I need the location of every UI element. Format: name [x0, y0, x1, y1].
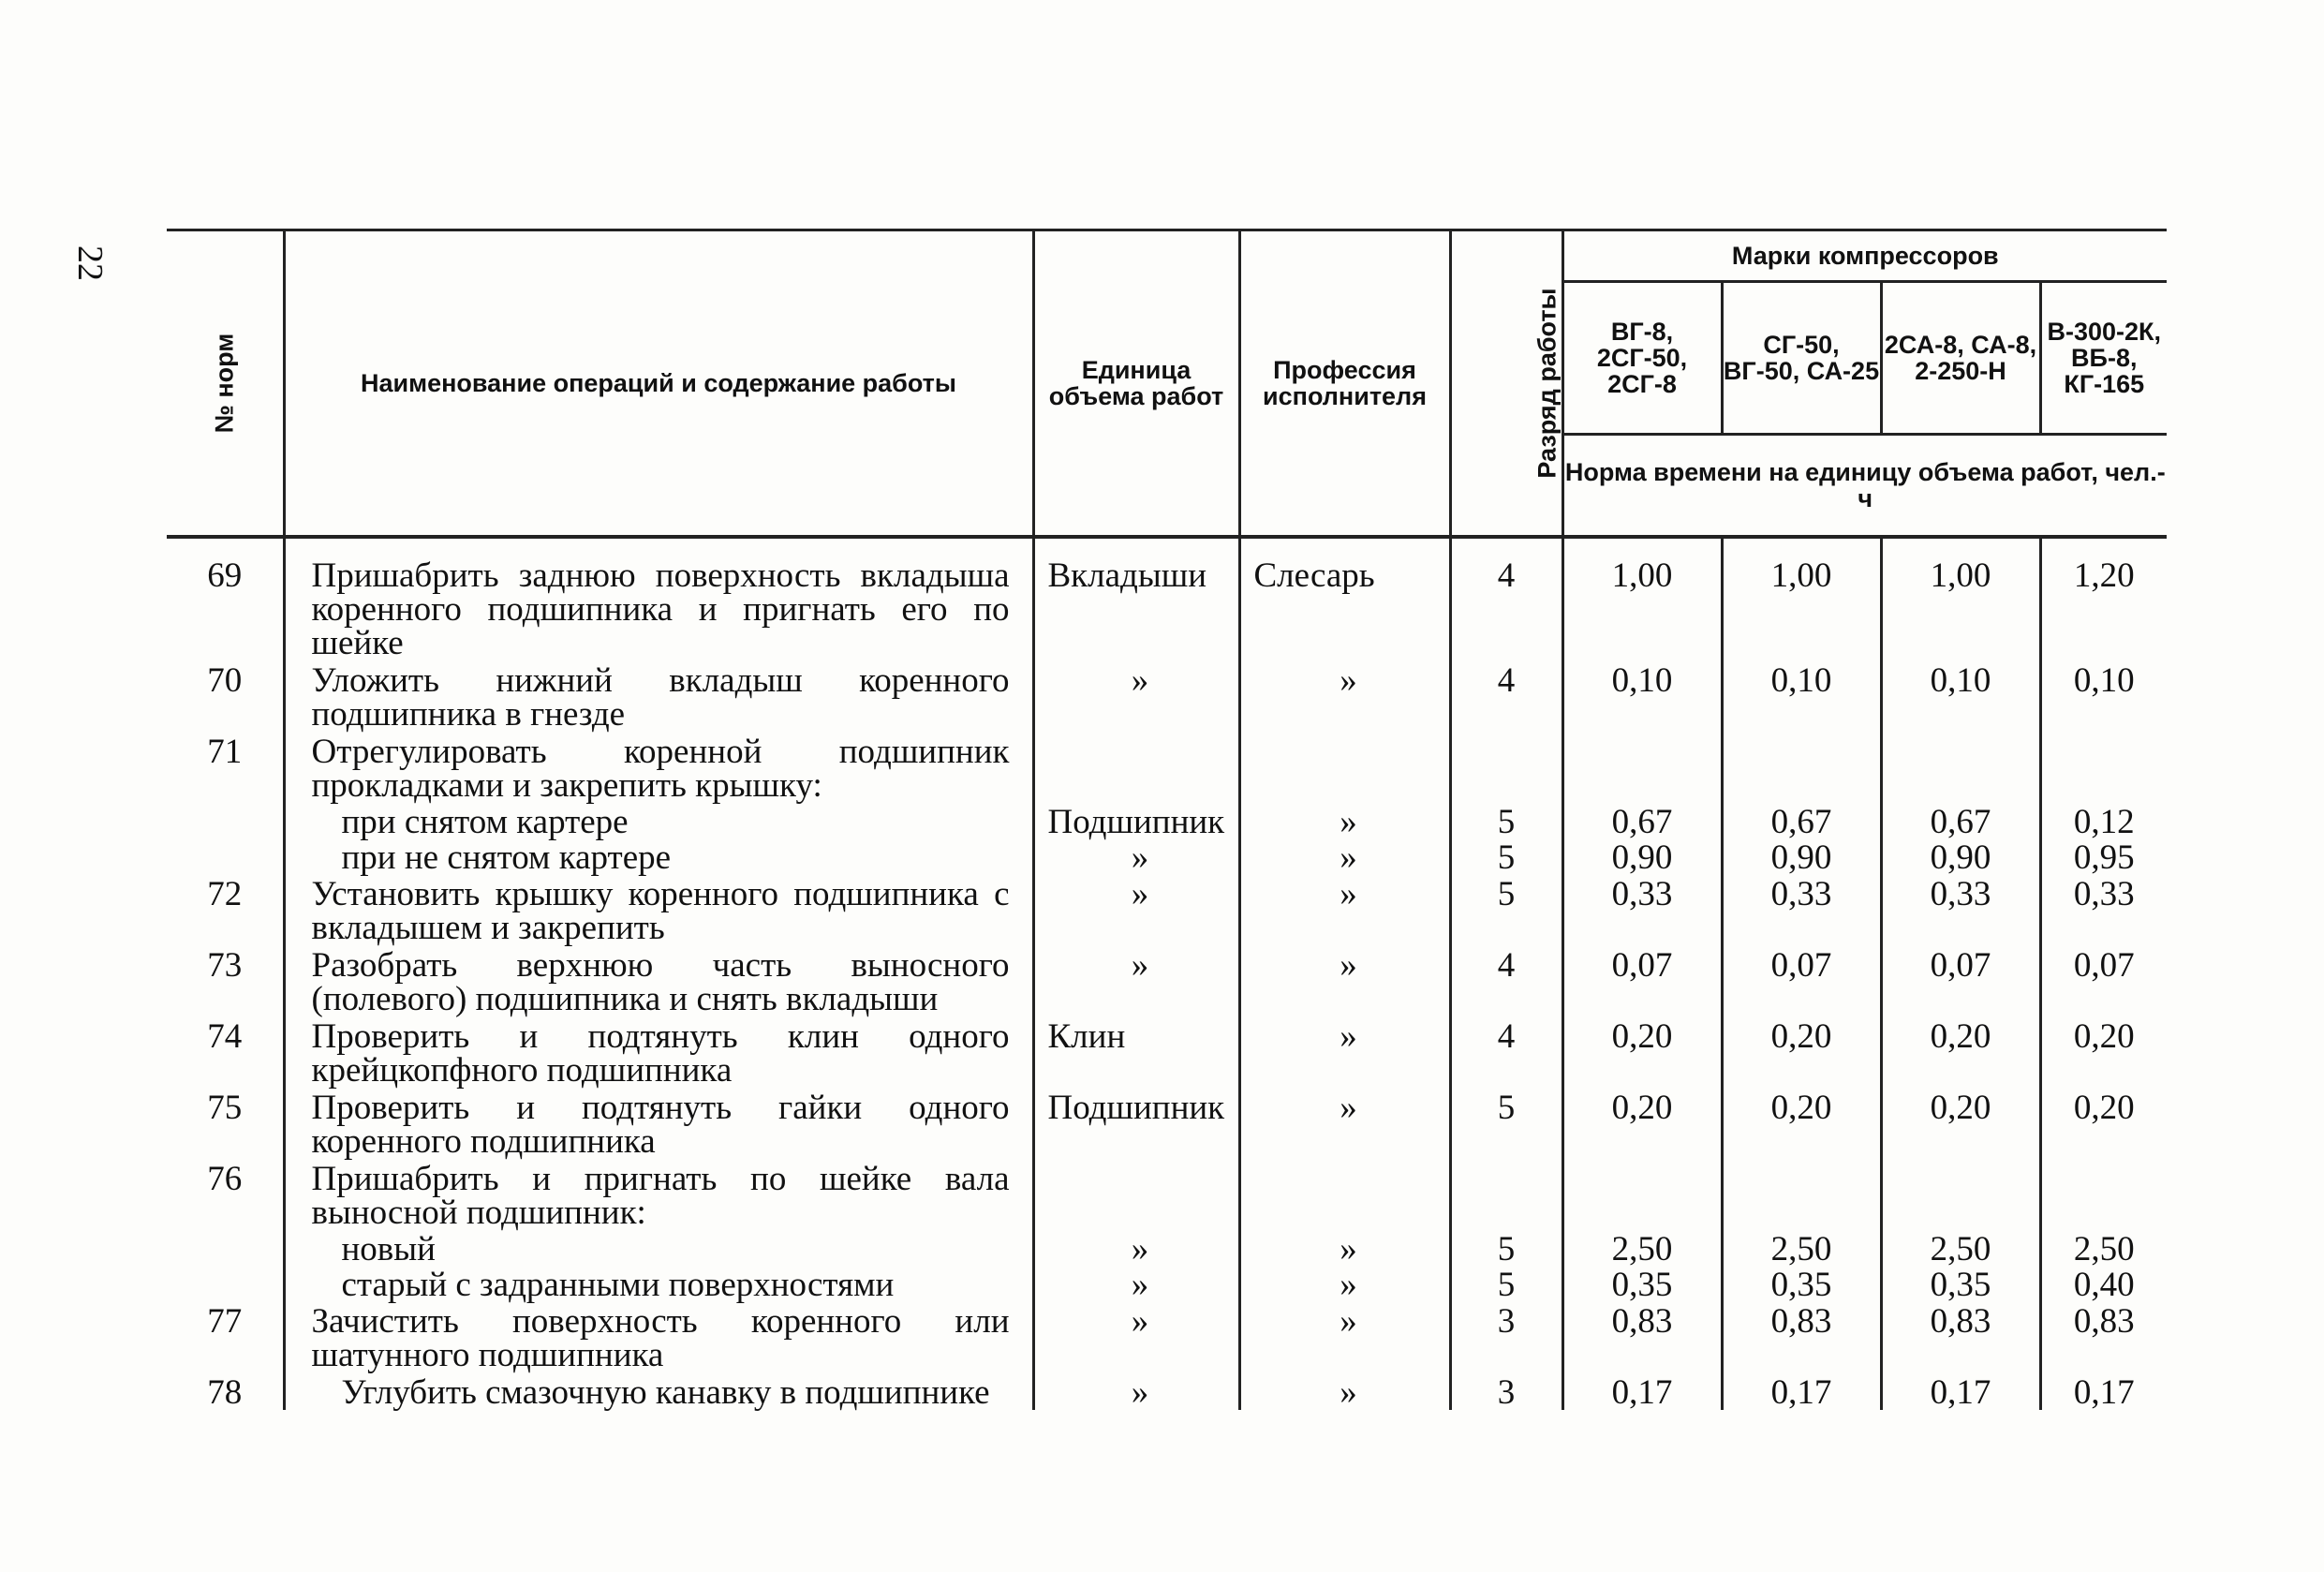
table-row — [167, 874, 2167, 945]
norm-value: 1,20 — [2040, 537, 2167, 660]
norm-value: 0,20 — [2040, 1088, 2167, 1159]
unit-cell — [1033, 732, 1239, 803]
header-norm-no — [167, 230, 284, 538]
norm-value: 2,50 — [1562, 1230, 1722, 1266]
norm-value: 0,83 — [1562, 1301, 1722, 1372]
unit-cell: Вкладыши — [1033, 537, 1239, 660]
profession-cell: » — [1239, 1016, 1450, 1088]
table-row — [167, 537, 2167, 660]
norm-value: 0,33 — [2040, 874, 2167, 945]
rank-cell: 5 — [1450, 1088, 1562, 1159]
table-row — [167, 1301, 2167, 1372]
profession-cell: » — [1239, 660, 1450, 732]
profession-cell: Слесарь — [1239, 537, 1450, 660]
norm-value: 0,95 — [2040, 838, 2167, 874]
norm-value — [2040, 1159, 2167, 1230]
norm-value: 0,90 — [1881, 838, 2040, 874]
rank-cell: 4 — [1450, 537, 1562, 660]
table-row — [167, 1266, 2167, 1301]
rank-cell: 4 — [1450, 945, 1562, 1016]
profession-cell: » — [1239, 1230, 1450, 1266]
norm-value: 0,20 — [1562, 1088, 1722, 1159]
norm-number: 77 — [167, 1301, 284, 1372]
unit-cell: » — [1033, 660, 1239, 732]
header-operation: Наименование операций и содержание работы — [284, 230, 1033, 538]
norm-number: 78 — [167, 1372, 284, 1410]
norm-value: 0,20 — [2040, 1016, 2167, 1088]
norm-value: 0,67 — [1722, 803, 1881, 838]
profession-cell: » — [1239, 1088, 1450, 1159]
norm-value: 0,17 — [2040, 1372, 2167, 1410]
table-row — [167, 1159, 2167, 1230]
unit-cell: Клин — [1033, 1016, 1239, 1088]
table-row — [167, 1230, 2167, 1266]
norm-number — [167, 803, 284, 838]
unit-cell: » — [1033, 1372, 1239, 1410]
operation-text: при не снятом картере — [284, 838, 1033, 874]
norm-number — [167, 1230, 284, 1266]
operation-text: новый — [284, 1230, 1033, 1266]
norm-value — [1881, 1159, 2040, 1230]
rank-cell: 5 — [1450, 874, 1562, 945]
header-unit: Единица объема работ — [1033, 230, 1239, 538]
header-rank-label: Разряд работы — [1532, 288, 1562, 479]
norm-value: 0,10 — [1722, 660, 1881, 732]
norm-value: 2,50 — [1722, 1230, 1881, 1266]
operation-text: Пришабрить и пригнать по шейке вала выносной подшипник: — [284, 1159, 1033, 1230]
operation-text: старый с задранными поверхностями — [284, 1266, 1033, 1301]
norm-value: 0,17 — [1881, 1372, 2040, 1410]
norm-number — [167, 838, 284, 874]
profession-cell: » — [1239, 945, 1450, 1016]
norm-value: 2,50 — [1881, 1230, 2040, 1266]
norm-value: 0,17 — [1562, 1372, 1722, 1410]
unit-cell: » — [1033, 1301, 1239, 1372]
profession-cell: » — [1239, 874, 1450, 945]
rank-cell: 5 — [1450, 1266, 1562, 1301]
norm-value: 0,83 — [1881, 1301, 2040, 1372]
operation-text: Уложить нижний вкладыш коренного подшипника в гнезде — [284, 660, 1033, 732]
operation-text: Зачистить поверхность коренного или шатунного подшипника — [284, 1301, 1033, 1372]
profession-cell: » — [1239, 838, 1450, 874]
norm-number: 74 — [167, 1016, 284, 1088]
norm-value: 0,07 — [1881, 945, 2040, 1016]
table-row — [167, 945, 2167, 1016]
norm-value: 0,33 — [1881, 874, 2040, 945]
norms-table — [167, 229, 2167, 1410]
profession-cell — [1239, 732, 1450, 803]
rank-cell: 4 — [1450, 660, 1562, 732]
operation-text: Пришабрить заднюю поверхность вкладыша коренного подшипника и пригнать его по шейке — [284, 537, 1033, 660]
norm-value: 0,10 — [2040, 660, 2167, 732]
profession-cell — [1239, 1159, 1450, 1230]
table-row — [167, 732, 2167, 803]
norm-value: 0,20 — [1881, 1088, 2040, 1159]
header-profession: Профессия исполнителя — [1239, 230, 1450, 538]
norm-value: 0,35 — [1562, 1266, 1722, 1301]
header-brand: 2СА-8, СА-8, 2-250-Н — [1881, 282, 2040, 435]
norm-value: 0,67 — [1881, 803, 2040, 838]
header-brand: ВГ-8, 2СГ-50, 2СГ-8 — [1562, 282, 1722, 435]
norm-value: 2,50 — [2040, 1230, 2167, 1266]
operation-text: Разобрать верхнюю часть выносного (полевого) подшипника и снять вкладыши — [284, 945, 1033, 1016]
operation-text: Углубить смазочную канавку в подшипнике — [284, 1372, 1033, 1410]
norm-value: 0,07 — [1562, 945, 1722, 1016]
norm-value: 0,40 — [2040, 1266, 2167, 1301]
norm-value: 0,20 — [1722, 1088, 1881, 1159]
norm-number: 75 — [167, 1088, 284, 1159]
table-body — [167, 537, 2167, 1410]
norm-value: 1,00 — [1722, 537, 1881, 660]
norm-number — [167, 1266, 284, 1301]
norm-value: 1,00 — [1562, 537, 1722, 660]
rank-cell: 5 — [1450, 838, 1562, 874]
norm-value — [1881, 732, 2040, 803]
header-brand: СГ-50, ВГ-50, СА-25 — [1722, 282, 1881, 435]
norm-value: 0,12 — [2040, 803, 2167, 838]
norm-number: 76 — [167, 1159, 284, 1230]
norm-value: 0,20 — [1722, 1016, 1881, 1088]
norm-value: 0,10 — [1881, 660, 2040, 732]
operation-text: Установить крышку коренного подшипника с вкладышем и закрепить — [284, 874, 1033, 945]
norm-value — [1562, 732, 1722, 803]
profession-cell: » — [1239, 803, 1450, 838]
norm-value: 1,00 — [1881, 537, 2040, 660]
unit-cell: Подшипник — [1033, 1088, 1239, 1159]
unit-cell: » — [1033, 1266, 1239, 1301]
header-brand: В-300-2К, ВБ-8, КГ-165 — [2040, 282, 2167, 435]
norm-value: 0,67 — [1562, 803, 1722, 838]
norm-value: 0,83 — [1722, 1301, 1881, 1372]
norm-value: 0,33 — [1722, 874, 1881, 945]
norm-value — [1722, 1159, 1881, 1230]
norm-value: 0,35 — [1722, 1266, 1881, 1301]
norm-value: 0,20 — [1562, 1016, 1722, 1088]
rank-cell — [1450, 732, 1562, 803]
profession-cell: » — [1239, 1301, 1450, 1372]
header-norm-title: Норма времени на единицу объема работ, чел.-ч — [1562, 435, 2167, 538]
unit-cell: » — [1033, 1230, 1239, 1266]
rank-cell: 4 — [1450, 1016, 1562, 1088]
page-number: 22 — [70, 245, 110, 281]
operation-text: Проверить и подтянуть клин одного крейцкопфного подшипника — [284, 1016, 1033, 1088]
operation-text: Отрегулировать коренной подшипник прокладками и закрепить крышку: — [284, 732, 1033, 803]
norm-value: 0,90 — [1722, 838, 1881, 874]
norm-number: 73 — [167, 945, 284, 1016]
norm-value: 0,17 — [1722, 1372, 1881, 1410]
header-brands-title: Марки компрессоров — [1562, 230, 2167, 282]
norm-value — [1722, 732, 1881, 803]
norm-number: 69 — [167, 537, 284, 660]
norm-number: 72 — [167, 874, 284, 945]
operation-text: Проверить и подтянуть гайки одного коренного подшипника — [284, 1088, 1033, 1159]
unit-cell: Подшипник — [1033, 803, 1239, 838]
norm-value — [2040, 732, 2167, 803]
table-header — [167, 230, 2167, 538]
table-row — [167, 1088, 2167, 1159]
rank-cell: 5 — [1450, 1230, 1562, 1266]
norm-value: 0,20 — [1881, 1016, 2040, 1088]
unit-cell: » — [1033, 945, 1239, 1016]
header-norm-no-label: № норм — [210, 333, 239, 434]
rank-cell: 5 — [1450, 803, 1562, 838]
norm-value: 0,33 — [1562, 874, 1722, 945]
norm-value: 0,83 — [2040, 1301, 2167, 1372]
table-row — [167, 803, 2167, 838]
norm-number: 70 — [167, 660, 284, 732]
unit-cell: » — [1033, 838, 1239, 874]
norm-value: 0,90 — [1562, 838, 1722, 874]
table-row — [167, 1372, 2167, 1410]
norm-value: 0,07 — [2040, 945, 2167, 1016]
operation-text: при снятом картере — [284, 803, 1033, 838]
norm-number: 71 — [167, 732, 284, 803]
table-row — [167, 1016, 2167, 1088]
table-row — [167, 660, 2167, 732]
table-row — [167, 838, 2167, 874]
norm-value: 0,07 — [1722, 945, 1881, 1016]
norm-value — [1562, 1159, 1722, 1230]
header-rank — [1450, 230, 1562, 538]
norm-value: 0,10 — [1562, 660, 1722, 732]
profession-cell: » — [1239, 1266, 1450, 1301]
unit-cell: » — [1033, 874, 1239, 945]
unit-cell — [1033, 1159, 1239, 1230]
rank-cell: 3 — [1450, 1372, 1562, 1410]
norm-value: 0,35 — [1881, 1266, 2040, 1301]
rank-cell: 3 — [1450, 1301, 1562, 1372]
profession-cell: » — [1239, 1372, 1450, 1410]
rank-cell — [1450, 1159, 1562, 1230]
